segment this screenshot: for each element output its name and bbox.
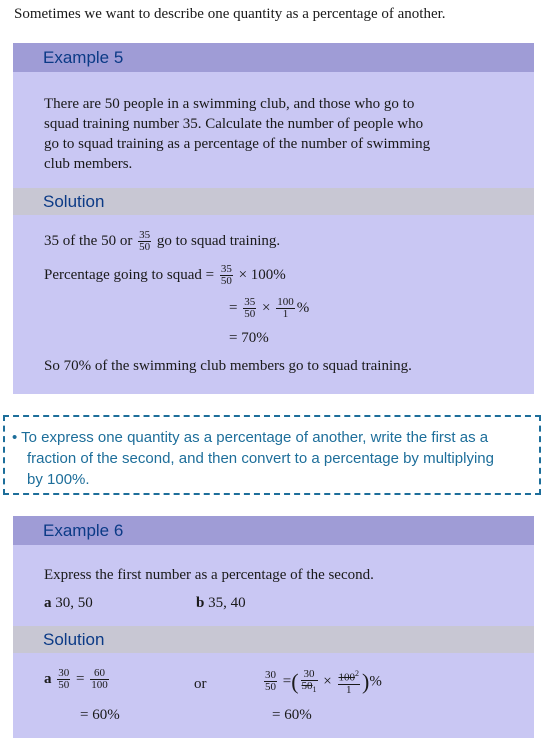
frac-den: 50	[265, 681, 276, 694]
open-paren: (	[291, 668, 299, 694]
key-line: To express one quantity as a percentage of another, write the first as a	[21, 429, 489, 446]
frac-den: 1	[346, 683, 352, 696]
example-6-question: Express the first number as a percentage of the second.	[44, 567, 374, 583]
frac-den: 50	[139, 241, 151, 253]
solution-a-result: = 60%	[80, 707, 120, 723]
example-5-question	[44, 94, 430, 174]
fraction-35-50	[243, 297, 256, 320]
alt-solution-result: = 60%	[272, 707, 312, 723]
part-b-value: 35, 40	[208, 595, 246, 611]
close-paren: )	[362, 668, 370, 694]
fraction-30-50	[264, 670, 277, 693]
fraction-30-50	[57, 668, 70, 691]
frac-num: 100	[277, 296, 294, 308]
question-line: squad training number 35. Calculate the number of people who	[44, 116, 424, 132]
frac-num: 30	[301, 669, 318, 681]
cancelled-num: 100	[338, 671, 356, 684]
solution-a-label: a	[44, 670, 52, 687]
key-point-line-2: fraction of the second, and then convert to a percentage by multiplying	[27, 450, 494, 467]
equals-sign: =	[229, 299, 238, 316]
part-a	[44, 595, 93, 612]
question-line: go to squad training as a percentage of the number of swimming	[44, 136, 431, 152]
frac-num	[338, 668, 361, 685]
part-a-label: a	[44, 595, 52, 611]
line1-post: go to squad training.	[156, 232, 281, 249]
fraction-100-1-cancelled	[338, 668, 361, 696]
fraction-35-50	[220, 264, 233, 287]
line1-pre: 35 of the 50 or	[44, 232, 133, 249]
example-5-solution-header: Solution	[13, 188, 534, 215]
cancelled-den: 50	[301, 679, 313, 692]
frac-num: 35	[220, 263, 232, 275]
frac-num: 30	[58, 667, 70, 679]
example-6-title: Example 6	[13, 516, 534, 545]
frac-den: 1	[282, 308, 289, 320]
step-2-line	[229, 297, 309, 320]
cancel-sub: 1	[312, 684, 317, 694]
solution-a-line	[44, 668, 111, 691]
question-line: club members.	[44, 156, 133, 172]
example-5-title: Example 5	[13, 43, 534, 72]
alt-solution-line	[262, 668, 382, 696]
fraction-35-50	[138, 230, 151, 253]
frac-num: 35	[244, 296, 256, 308]
frac-num: 35	[139, 229, 151, 241]
percentage-line	[44, 264, 286, 287]
part-b	[196, 595, 246, 612]
frac-den: 50	[58, 679, 70, 691]
frac-den: 50	[220, 275, 232, 287]
bullet-icon: •	[12, 429, 18, 446]
frac-num: 30	[265, 669, 276, 682]
example-6-solution-header: Solution	[13, 626, 534, 653]
equals-sign: =	[76, 670, 85, 687]
fraction-30-50-cancelled	[301, 669, 318, 695]
key-point-text	[12, 427, 532, 490]
percent-sign: %	[296, 299, 310, 316]
question-line: There are 50 people in a swimming club, and those who go to	[44, 96, 415, 112]
frac-den	[301, 681, 318, 695]
step-3-line: = 70%	[229, 330, 269, 346]
pct-label: Percentage going to squad =	[44, 266, 215, 283]
conclusion: So 70% of the swimming club members go to squad training.	[44, 358, 412, 374]
fraction-100-1	[276, 297, 295, 320]
pct-rest: × 100%	[238, 266, 286, 283]
or-text: or	[194, 676, 207, 692]
frac-num: 60	[90, 668, 109, 680]
intro-text: Sometimes we want to describe one quantity as a percentage of another.	[14, 6, 446, 22]
key-point-line-1	[12, 427, 532, 448]
cancel-sup: 2	[355, 669, 360, 678]
key-point-line-3: by 100%.	[27, 471, 90, 488]
part-b-label: b	[196, 595, 205, 611]
part-a-value: 30, 50	[55, 595, 93, 611]
frac-den: 100	[91, 679, 108, 691]
frac-den: 50	[244, 308, 256, 320]
solution-line-1	[44, 230, 280, 253]
fraction-60-100	[90, 668, 109, 691]
percent-sign: %	[369, 673, 382, 690]
times-sign: ×	[323, 673, 332, 690]
times-sign: ×	[261, 299, 271, 316]
equals-sign: =	[282, 673, 292, 690]
